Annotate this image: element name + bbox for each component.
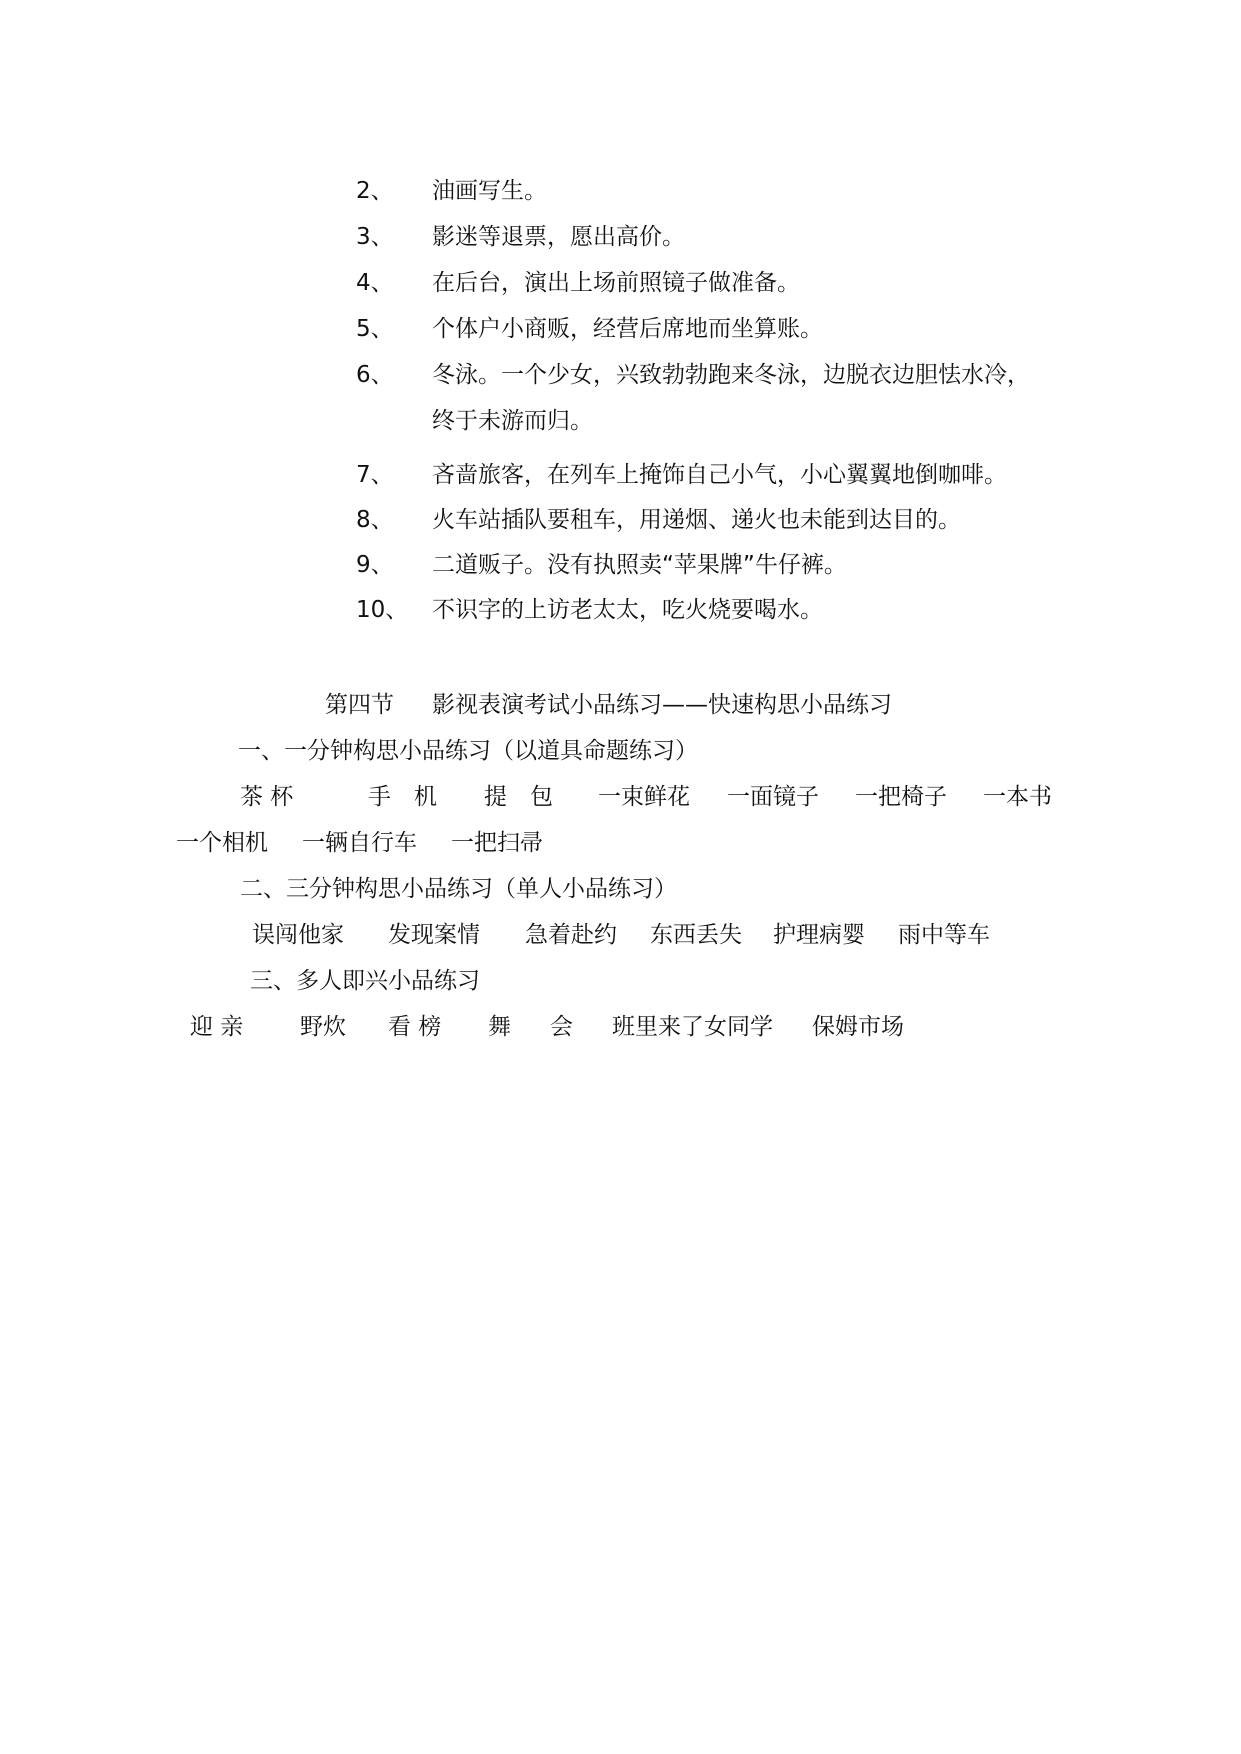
topic-list-row [0, 1010, 1241, 1044]
prop-item: 一本书 [983, 784, 1052, 810]
topic-item: 雨中等车 [898, 922, 990, 948]
list-number: 6、 [356, 362, 394, 388]
topic-list-row [0, 918, 1241, 952]
prop-item: 提 包 [484, 784, 553, 810]
list-number: 5、 [356, 316, 394, 342]
list-text: 不识字的上访老太太，吃火烧要喝水。 [432, 597, 823, 623]
prop-item: 一辆自行车 [302, 830, 417, 856]
part3-heading: 三、多人即兴小品练习 [250, 968, 480, 994]
prop-item: 手 机 [368, 784, 437, 810]
list-number: 7、 [356, 462, 394, 488]
list-text: 影迷等退票，愿出高价。 [432, 224, 685, 250]
list-text: 油画写生。 [432, 178, 547, 204]
topic-item: 发现案情 [388, 922, 480, 948]
list-text: 个体户小商贩，经营后席地而坐算账。 [432, 316, 823, 342]
topic-item: 迎 亲 [190, 1014, 244, 1040]
section-heading [0, 688, 1241, 722]
prop-item: 一把扫帚 [451, 830, 543, 856]
topic-item: 东西丢失 [650, 922, 742, 948]
section-label: 第四节 [325, 692, 394, 718]
prop-item: 一个相机 [176, 830, 268, 856]
topic-item: 班里来了女同学 [612, 1014, 773, 1040]
section-title: 影视表演考试小品练习——快速构思小品练习 [432, 692, 892, 718]
topic-item: 野炊 [300, 1014, 346, 1040]
list-number: 2、 [356, 178, 394, 204]
list-number: 9、 [356, 552, 394, 578]
topic-item: 看 榜 [388, 1014, 442, 1040]
list-text-continuation: 终于未游而归。 [432, 408, 593, 434]
topic-item: 保姆市场 [812, 1014, 904, 1040]
topic-item: 舞 [488, 1014, 511, 1040]
list-number: 3、 [356, 224, 394, 250]
prop-item: 一束鲜花 [598, 784, 690, 810]
list-number: 10、 [356, 597, 409, 623]
topic-item: 误闯他家 [252, 922, 344, 948]
list-text: 火车站插队要租车，用递烟、递火也未能到达目的。 [432, 507, 961, 533]
part2-heading: 二、三分钟构思小品练习（单人小品练习） [240, 876, 677, 902]
list-text: 吝啬旅客，在列车上掩饰自己小气，小心翼翼地倒咖啡。 [432, 462, 1007, 488]
topic-item: 急着赴约 [525, 922, 617, 948]
list-number: 8、 [356, 507, 394, 533]
topic-item: 护理病婴 [773, 922, 865, 948]
prop-list-row [0, 780, 1241, 814]
prop-item: 一把椅子 [855, 784, 947, 810]
list-text: 冬泳。一个少女，兴致勃勃跑来冬泳，边脱衣边胆怯水冷， [432, 362, 1030, 388]
prop-item: 一面镜子 [727, 784, 819, 810]
prop-list-row [0, 826, 1241, 860]
list-text: 在后台，演出上场前照镜子做准备。 [432, 270, 800, 296]
part1-heading: 一、一分钟构思小品练习（以道具命题练习） [238, 738, 698, 764]
list-number: 4、 [356, 270, 394, 296]
topic-item: 会 [550, 1014, 573, 1040]
list-text: 二道贩子。没有执照卖“苹果牌”牛仔裤。 [432, 552, 847, 578]
prop-item: 茶 杯 [240, 784, 294, 810]
